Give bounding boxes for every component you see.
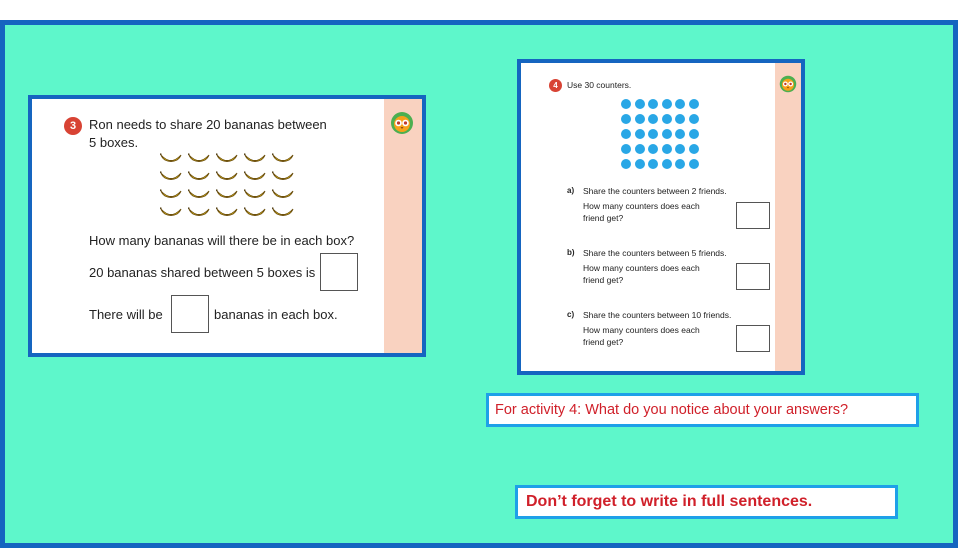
counter-grid (621, 99, 701, 179)
counter-dot (635, 159, 645, 169)
banana-icon (244, 151, 266, 165)
sentence-1: 20 bananas shared between 5 boxes is (89, 265, 316, 280)
counter-dot (621, 159, 631, 169)
answer-box-a[interactable] (736, 202, 770, 229)
counter-dot (648, 99, 658, 109)
banana-icon (160, 187, 182, 201)
part-question-line-2: friend get? (583, 213, 624, 223)
counter-dot (675, 99, 685, 109)
question-text-line-2: 5 boxes. (89, 135, 139, 150)
banana-grid (160, 151, 305, 221)
part-instruction: Share the counters between 2 friends. (583, 186, 727, 196)
part-letter: b) (567, 248, 575, 257)
side-stripe (775, 63, 801, 371)
counter-dot (689, 129, 699, 139)
counter-dot (689, 159, 699, 169)
banana-icon (188, 205, 210, 219)
activity-3-card (28, 95, 426, 357)
counter-dot (635, 129, 645, 139)
part-instruction: Share the counters between 5 friends. (583, 248, 727, 258)
counter-dot (675, 144, 685, 154)
banana-icon (244, 169, 266, 183)
banana-icon (188, 169, 210, 183)
banana-icon (188, 151, 210, 165)
counter-dot (635, 114, 645, 124)
counter-dot (621, 99, 631, 109)
question-number-badge: 3 (64, 117, 82, 135)
question-number-badge: 4 (549, 79, 562, 92)
part-letter: c) (567, 310, 575, 319)
sentence-2-start: There will be (89, 307, 163, 322)
counter-dot (621, 114, 631, 124)
part-question-line-2: friend get? (583, 337, 624, 347)
counter-dot (662, 144, 672, 154)
banana-icon (272, 169, 294, 183)
counter-dot (648, 114, 658, 124)
banana-icon (216, 169, 238, 183)
reminder-note: Don’t forget to write in full sentences. (515, 485, 898, 519)
counter-dot (662, 159, 672, 169)
banana-icon (216, 205, 238, 219)
sentence-2-end: bananas in each box. (214, 307, 338, 322)
counter-dot (675, 114, 685, 124)
activity-4-card (517, 59, 805, 375)
counter-dot (689, 99, 699, 109)
counter-dot (621, 144, 631, 154)
part-question-line-1: How many counters does each (583, 263, 700, 273)
counter-dot (635, 99, 645, 109)
answer-box-2[interactable] (171, 295, 209, 333)
owl-icon (779, 75, 797, 98)
part-instruction: Share the counters between 10 friends. (583, 310, 732, 320)
banana-icon (272, 187, 294, 201)
counter-dot (662, 129, 672, 139)
counter-dot (675, 129, 685, 139)
part-letter: a) (567, 186, 575, 195)
counter-dot (689, 144, 699, 154)
question-text-line-1: Ron needs to share 20 bananas between (89, 117, 327, 132)
banana-icon (160, 169, 182, 183)
banana-icon (272, 151, 294, 165)
answer-box-c[interactable] (736, 325, 770, 352)
banana-icon (160, 205, 182, 219)
counter-dot (621, 129, 631, 139)
question-prompt: How many bananas will there be in each box? (89, 233, 355, 248)
answer-box-1[interactable] (320, 253, 358, 291)
part-question-line-1: How many counters does each (583, 325, 700, 335)
banana-icon (160, 151, 182, 165)
owl-icon (390, 111, 414, 140)
banana-icon (188, 187, 210, 201)
counter-dot (648, 129, 658, 139)
counter-dot (635, 144, 645, 154)
counter-dot (648, 159, 658, 169)
intro-text: Use 30 counters. (567, 80, 632, 90)
counter-dot (662, 114, 672, 124)
banana-icon (272, 205, 294, 219)
slide-background (0, 20, 958, 548)
counter-dot (648, 144, 658, 154)
activity-note: For activity 4: What do you notice about your answers? (486, 393, 919, 427)
counter-dot (662, 99, 672, 109)
banana-icon (216, 151, 238, 165)
part-question-line-2: friend get? (583, 275, 624, 285)
part-question-line-1: How many counters does each (583, 201, 700, 211)
counter-dot (689, 114, 699, 124)
answer-box-b[interactable] (736, 263, 770, 290)
banana-icon (244, 205, 266, 219)
banana-icon (244, 187, 266, 201)
banana-icon (216, 187, 238, 201)
counter-dot (675, 159, 685, 169)
